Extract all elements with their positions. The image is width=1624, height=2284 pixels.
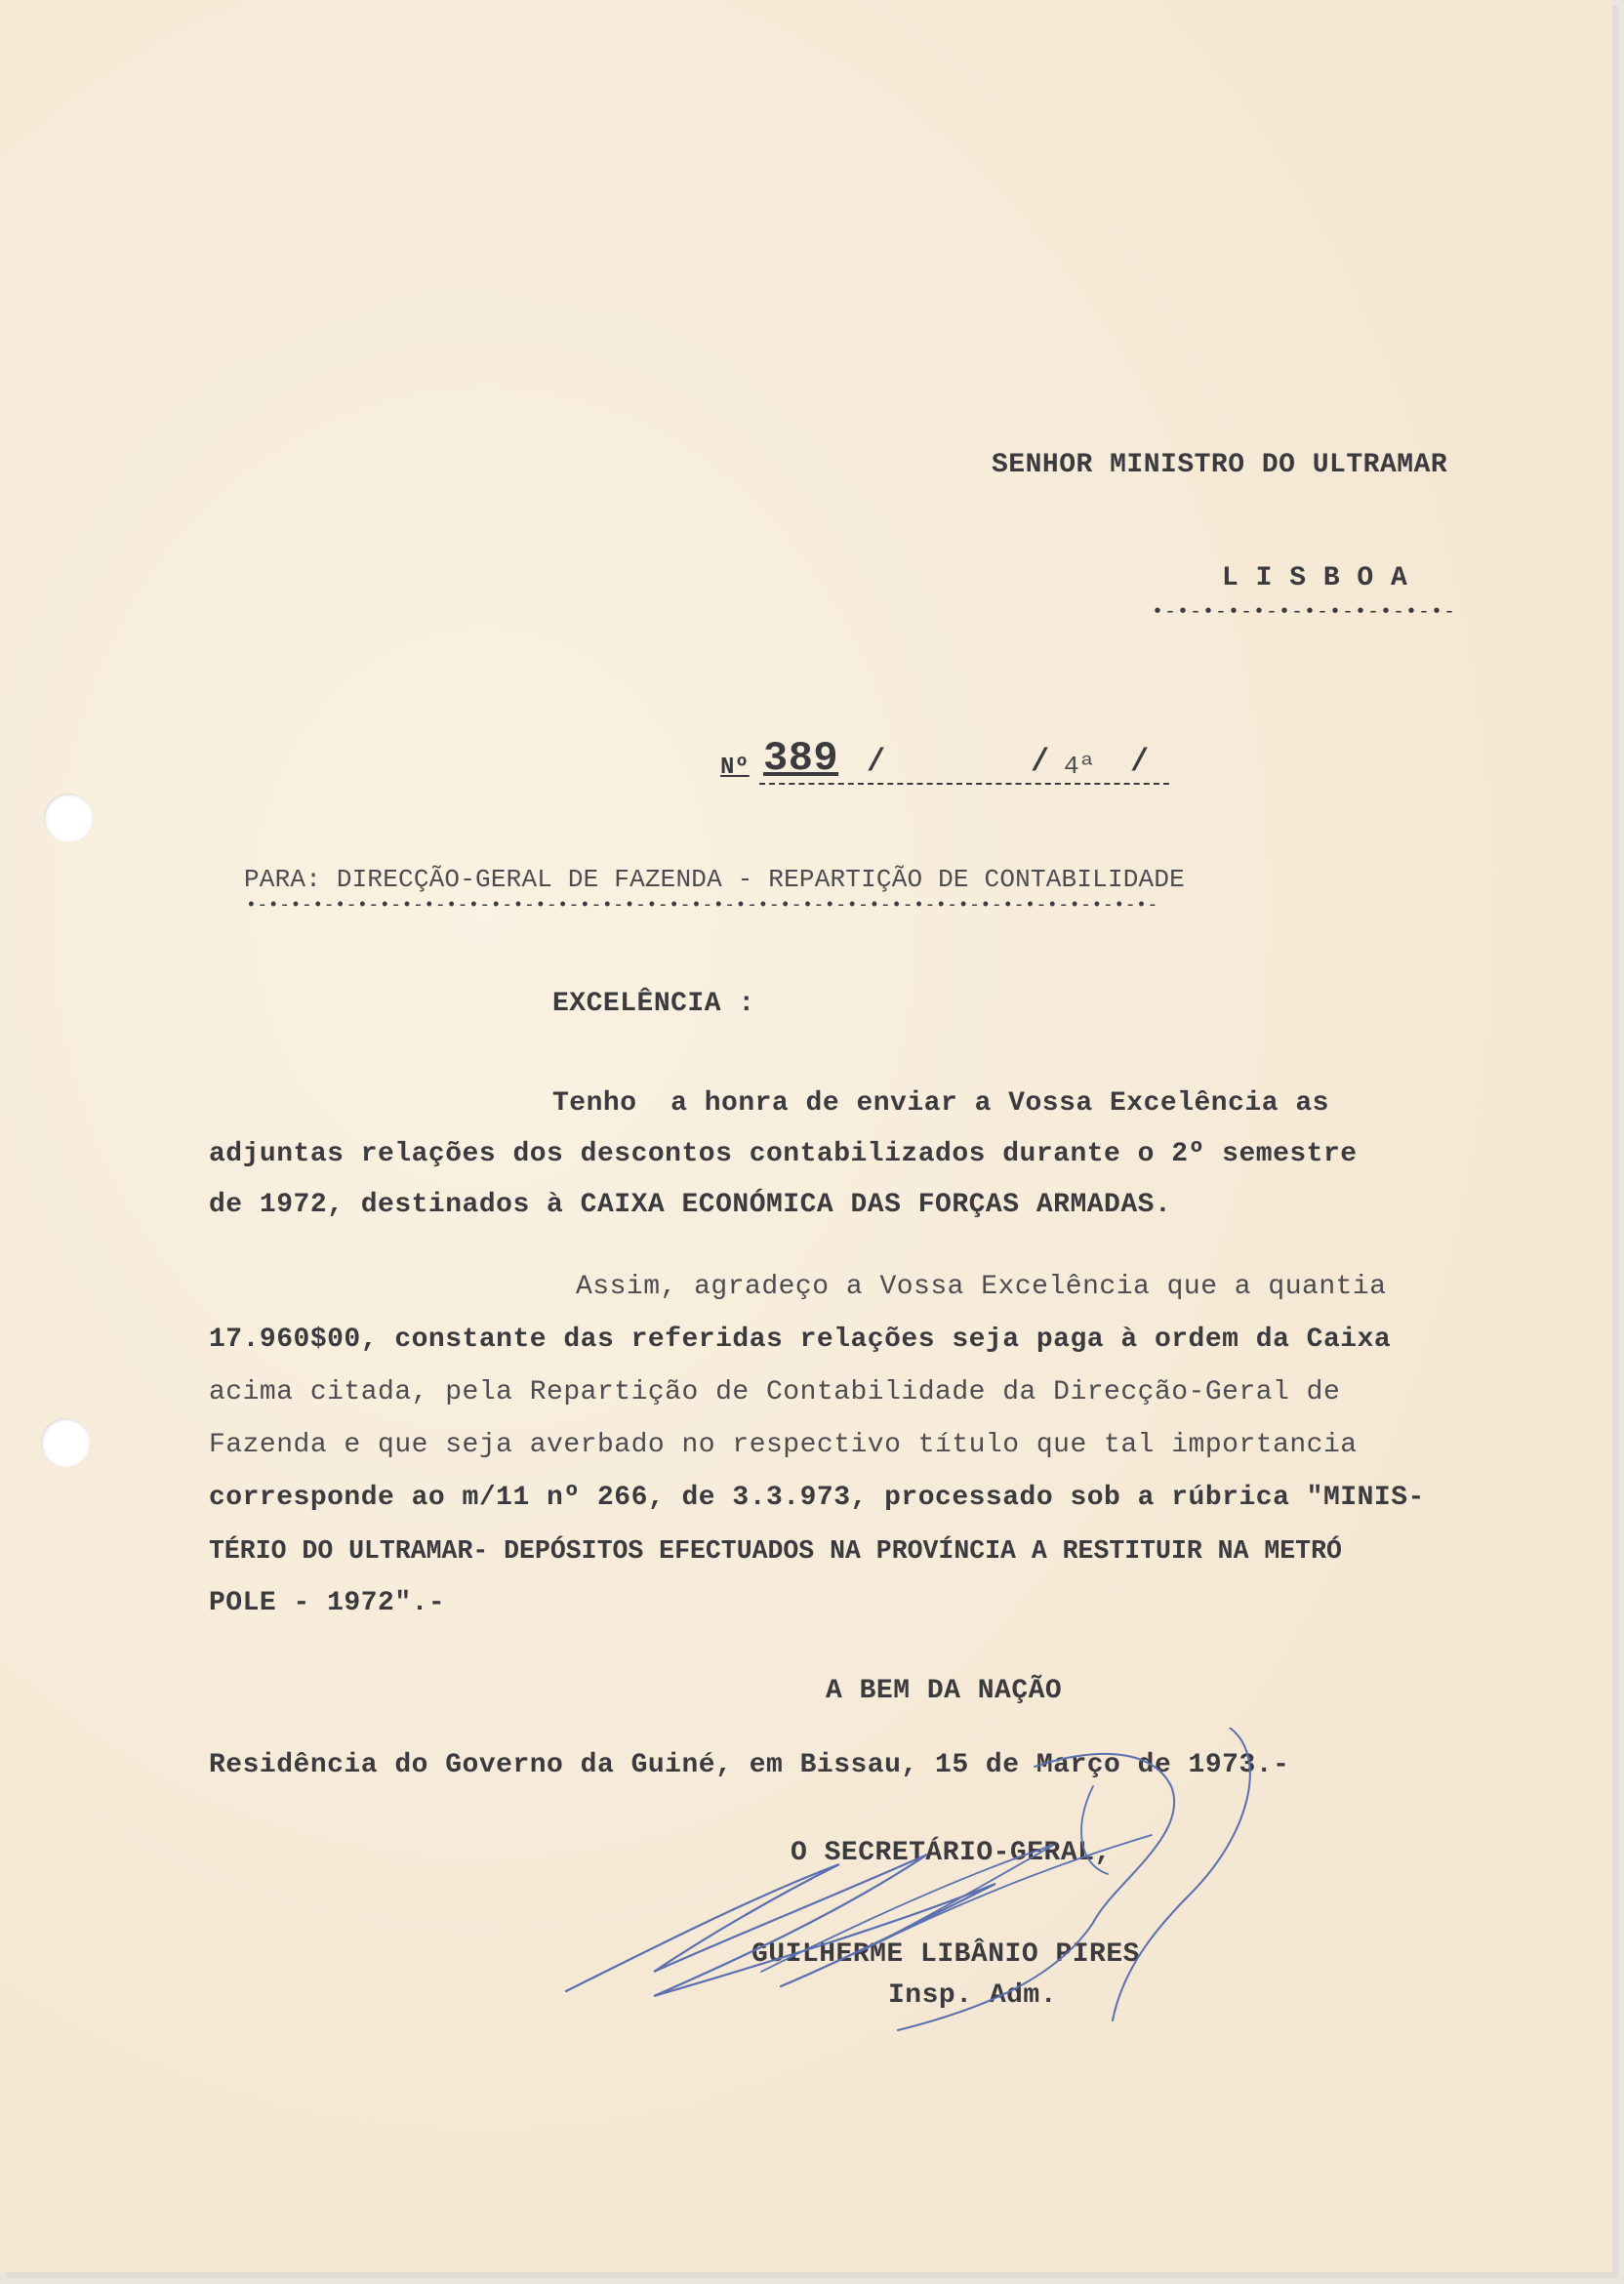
addressee: SENHOR MINISTRO DO ULTRAMAR bbox=[992, 450, 1448, 480]
recipient-line: PARA: DIRECÇÃO-GERAL DE FAZENDA - REPARTIÇÃO DE CONTABILIDADE bbox=[244, 865, 1185, 894]
punch-hole-top bbox=[44, 794, 93, 842]
number-prefix: Nº bbox=[720, 755, 750, 781]
city-underline: •-•-•-•-•-•-•-•-•-•-•-•- bbox=[1152, 601, 1457, 624]
paragraph2-line2: 17.960$00, constante das referidas relações seja paga à ordem da Caixa bbox=[209, 1325, 1392, 1355]
handwritten-signature bbox=[547, 1728, 1327, 2069]
paragraph2-line6: TÉRIO DO ULTRAMAR- DEPÓSITOS EFECTUADOS NA PROVÍNCIA A RESTITUIR NA METRÓ bbox=[209, 1536, 1342, 1566]
paragraph2-line4: Fazenda e que seja averbado no respectivo título que tal importancia bbox=[209, 1430, 1358, 1460]
city: L I S B O A bbox=[1222, 563, 1408, 593]
signatory-name: GUILHERME LIBÂNIO PIRES bbox=[751, 1939, 1140, 1970]
closing: A BEM DA NAÇÃO bbox=[826, 1676, 1063, 1706]
paragraph2-line5: corresponde ao m/11 nº 266, de 3.3.973, processado sob a rúbrica "MINIS- bbox=[209, 1483, 1425, 1513]
section-number: 4ª bbox=[1064, 752, 1096, 781]
paragraph1-line3: de 1972, destinados à CAIXA ECONÓMICA DAS FORÇAS ARMADAS. bbox=[209, 1190, 1172, 1220]
paragraph1-line2: adjuntas relações dos descontos contabilizados durante o 2º semestre bbox=[209, 1139, 1358, 1169]
paragraph1-line1: Tenho a honra de enviar a Vossa Excelência as bbox=[552, 1088, 1329, 1119]
recipient-underline: •-•-•-•-•-•-•-•-•-•-•-•-•-•-•-•-•-•-•-•-•-•-•-•-•-•-•-•-•-•-•-•-•-•-•-•-•-•-•-•-•- bbox=[246, 896, 1158, 916]
paragraph2-line7: POLE - 1972".- bbox=[209, 1588, 446, 1618]
punch-hole-bottom bbox=[41, 1418, 90, 1467]
signatory-rank: Insp. Adm. bbox=[888, 1980, 1058, 2011]
salutation: EXCELÊNCIA : bbox=[552, 989, 755, 1019]
place-date: Residência do Governo da Guiné, em Bissau, 15 de Março de 1973.- bbox=[209, 1750, 1290, 1780]
slash-2: / bbox=[1031, 744, 1050, 780]
paragraph2-line3: acima citada, pela Repartição de Contabilidade da Direcção-Geral de bbox=[209, 1377, 1341, 1407]
number-value: 389 bbox=[763, 735, 839, 782]
reference-underline bbox=[759, 783, 1169, 785]
slash-3: / bbox=[1130, 744, 1150, 780]
paragraph2-line1: Assim, agradeço a Vossa Excelência que a quantia bbox=[576, 1272, 1387, 1302]
signatory-title: O SECRETÁRIO-GERAL, bbox=[791, 1838, 1112, 1868]
slash-1: / bbox=[867, 744, 886, 780]
